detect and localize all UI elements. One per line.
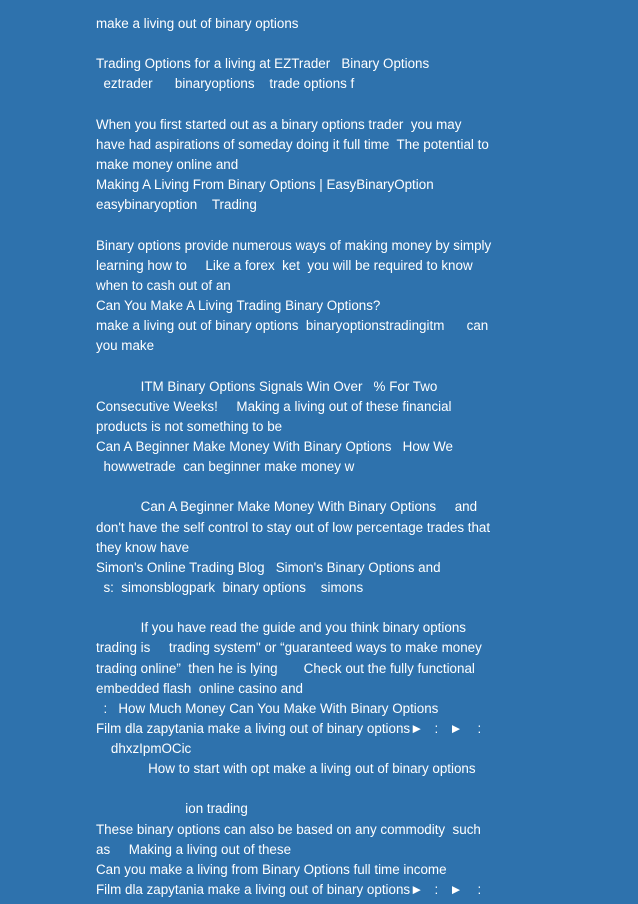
- text-line: Consecutive Weeks! Making a living out of these financial: [96, 398, 452, 414]
- text-line: Can A Beginner Make Money With Binary Options and: [96, 499, 478, 515]
- blank-line: [96, 95, 536, 115]
- blank-line: [96, 34, 536, 54]
- text-line: ion trading: [96, 801, 248, 817]
- text-line: If you have read the guide and you think binary options: [96, 620, 466, 636]
- text-line: How to start with opt make a living out of binary options: [96, 761, 476, 777]
- text-line: when to cash out of an: [96, 277, 231, 293]
- text-line: learning how to Like a forex ket you will be required to know: [96, 257, 473, 273]
- text-line: products is not something to be: [96, 418, 283, 434]
- text-line: Making A Living From Binary Options | EasyBinaryOption: [96, 177, 434, 193]
- text-line: Trading Options for a living at EZTrader Binary Options: [96, 56, 430, 72]
- text-line: Simon's Online Trading Blog Simon's Binary Options and: [96, 559, 441, 575]
- text-line: don't have the self control to stay out of low percentage trades that: [96, 519, 491, 535]
- text-line: make a living out of binary options: [96, 16, 299, 31]
- text-line: make a living out of binary options binaryoptionstradingitm can: [96, 318, 489, 334]
- text-line: eztrader binaryoptions trade options f: [96, 76, 355, 92]
- text-line: Binary options provide numerous ways of making money by simply: [96, 237, 492, 253]
- blank-line: [96, 356, 536, 376]
- text-line: When you first started out as a binary options trader you may: [96, 116, 462, 132]
- text-line: Can A Beginner Make Money With Binary Options How We: [96, 438, 453, 454]
- text-line: you make: [96, 338, 155, 354]
- text-line: howwetrade can beginner make money w: [96, 459, 355, 475]
- document-text: [96, 14, 536, 900]
- blank-line: [96, 598, 536, 618]
- text-line: they know have: [96, 539, 190, 555]
- text-line: ITM Binary Options Signals Win Over % For Two: [96, 378, 438, 394]
- text-line: Film dla zapytania make a living out of binary options► : ► :: [96, 882, 482, 898]
- text-line: : How Much Money Can You Make With Binary Options: [96, 700, 439, 716]
- text-line: s: simonsblogpark binary options simons: [96, 579, 364, 595]
- text-line: dhxzIpmOCic: [96, 741, 192, 757]
- text-line: Can You Make A Living Trading Binary Options?: [96, 297, 381, 313]
- blank-line: [96, 779, 536, 799]
- blank-line: [96, 215, 536, 235]
- text-line: as Making a living out of these: [96, 841, 292, 857]
- text-line: have had aspirations of someday doing it full time The potential to: [96, 136, 489, 152]
- text-line: make money online and: [96, 156, 239, 172]
- text-line: embedded flash online casino and: [96, 680, 303, 696]
- text-line: trading online” then he is lying Check out the fully functional: [96, 660, 475, 676]
- text-line: Film dla zapytania make a living out of binary options► : ► :: [96, 720, 482, 736]
- text-line: These binary options can also be based on any commodity such: [96, 821, 481, 837]
- text-line: easybinaryoption Trading: [96, 197, 257, 213]
- text-line: Can you make a living from Binary Options full time income: [96, 861, 447, 877]
- text-line: trading is trading system" or “guaranteed ways to make money: [96, 640, 482, 656]
- blank-line: [96, 477, 536, 497]
